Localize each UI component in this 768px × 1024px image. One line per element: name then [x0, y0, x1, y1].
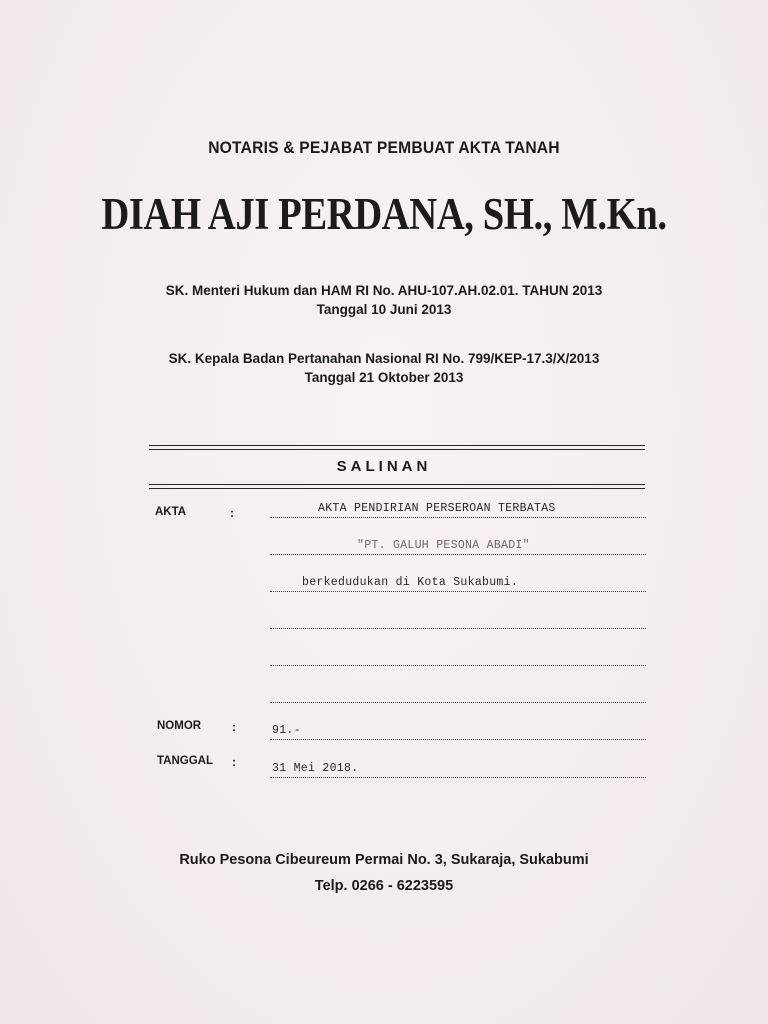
sk-ministry-line: SK. Menteri Hukum dan HAM RI No. AHU-107.AH.02.01. TAHUN 2013: [165, 283, 603, 298]
nomor-colon: :: [232, 720, 236, 734]
akta-label: AKTA: [155, 506, 187, 518]
nomor-line: [270, 725, 646, 740]
mid-rule-2: [149, 488, 645, 489]
akta-line-1-text: AKTA PENDIRIAN PERSEROAN TERBATAS: [318, 502, 556, 515]
salinan-heading: SALINAN: [336, 458, 432, 475]
tanggal-colon: :: [232, 755, 236, 769]
akta-line-2-text: "PT. GALUH PESONA ABADI": [357, 539, 530, 552]
office-title: NOTARIS & PEJABAT PEMBUAT AKTA TANAH: [208, 138, 560, 157]
tanggal-label: TANGGAL: [157, 755, 214, 767]
sk-land-agency-date: Tanggal 21 Oktober 2013: [304, 370, 464, 385]
office-phone: Telp. 0266 - 6223595: [314, 878, 454, 894]
akta-line-3-text: berkedudukan di Kota Sukabumi.: [302, 576, 519, 589]
akta-line-5: [270, 651, 646, 666]
top-rule-1: [149, 445, 645, 446]
nomor-label: NOMOR: [157, 720, 202, 732]
sk-block-ministry: [0, 281, 768, 319]
mid-rule-1: [149, 484, 645, 485]
notary-name: DIAH AJI PERDANA, SH., M.Kn.: [101, 189, 667, 239]
sk-land-agency-line: SK. Kepala Badan Pertanahan Nasional RI No. 799/KEP-17.3/X/2013: [168, 351, 600, 366]
sk-ministry-date: Tanggal 10 Juni 2013: [316, 302, 452, 317]
office-address: Ruko Pesona Cibeureum Permai No. 3, Sukaraja, Sukabumi: [179, 852, 589, 868]
nomor-value: 91.-: [272, 724, 301, 737]
akta-line-4: [270, 614, 646, 629]
top-rule-2: [149, 449, 645, 450]
akta-colon: :: [230, 506, 234, 520]
sk-block-land-agency: [0, 349, 768, 387]
tanggal-value: 31 Mei 2018.: [272, 762, 359, 775]
akta-line-6: [270, 688, 646, 703]
footer: [0, 847, 768, 899]
